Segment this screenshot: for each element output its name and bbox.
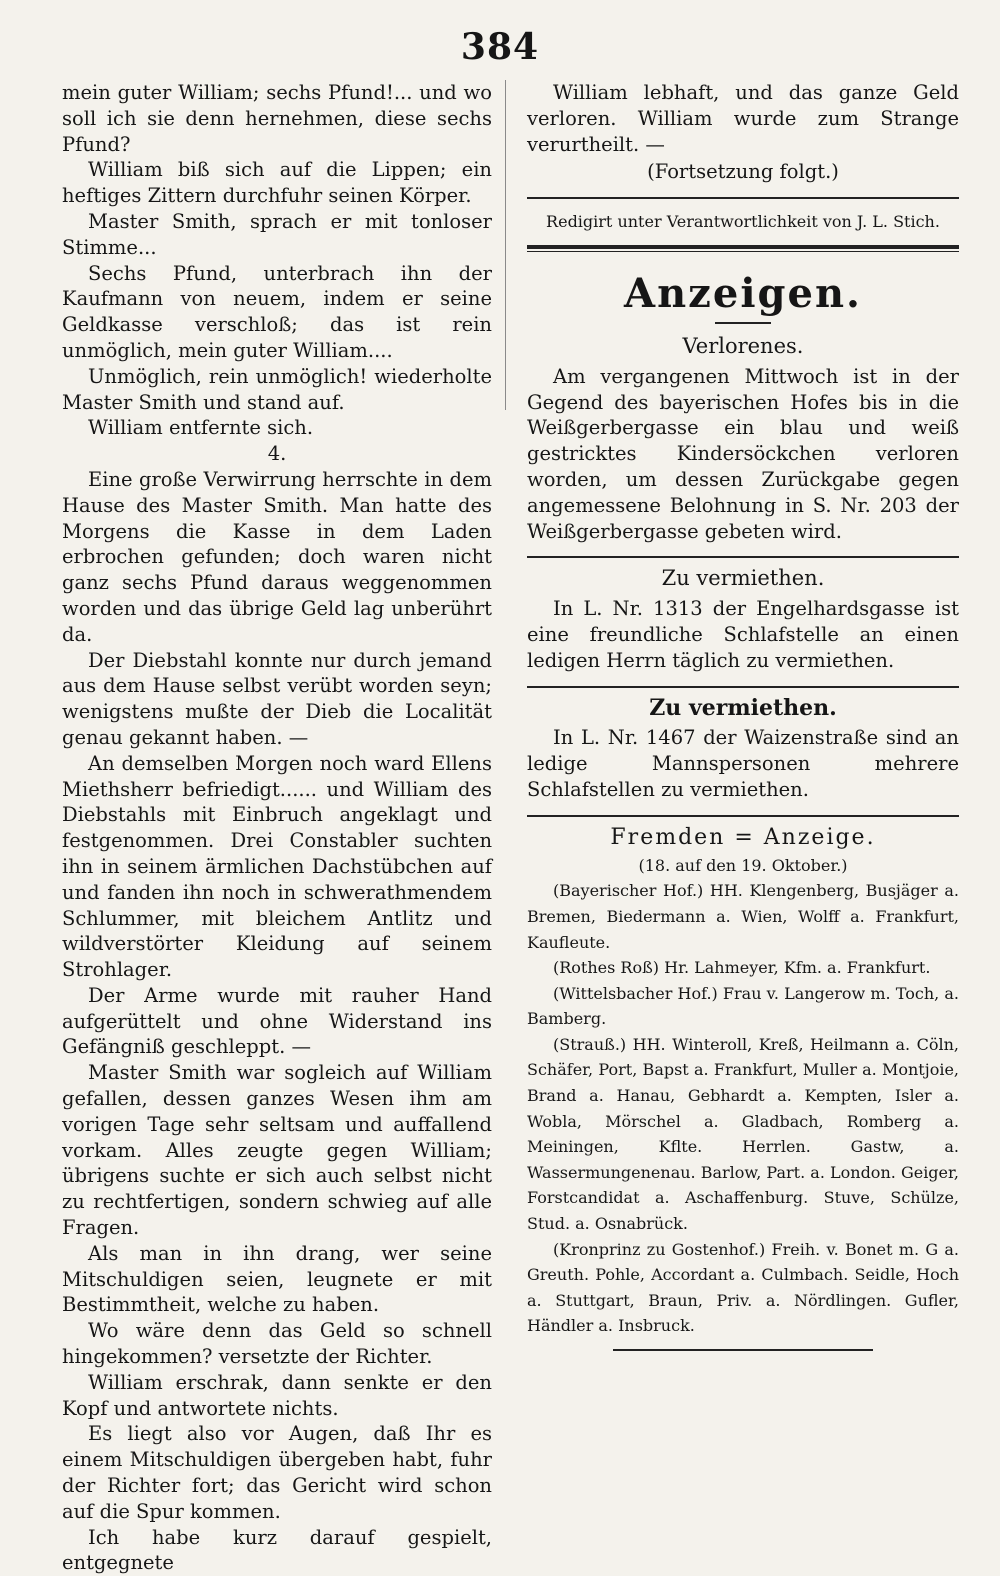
column-divider — [505, 80, 506, 410]
paragraph: Ich habe kurz darauf gespielt, entgegnete — [62, 1525, 492, 1575]
section-number: 4. — [267, 442, 287, 466]
lost-text: Am vergangenen Mittwoch ist in der Gegend des bayerischen Hofes bis in die Weißgerbergasse ein blau und weiß gestricktes Kindersöckchen verloren worden, um dessen Zurückgabe gegen angemessene Belohnung in S. Nr. 203 der Weißgerbergasse gebeten wird. — [527, 364, 959, 543]
paragraph: William biß sich auf die Lippen; ein heftiges Zittern durchfuhr seinen Körper. — [62, 158, 492, 208]
rule — [527, 197, 959, 199]
fremden-date: (18. auf den 19. Oktober.) — [638, 855, 848, 875]
left-column — [62, 80, 492, 1576]
editor-line: Redigirt unter Verantwortlichkeit von J. L. Stich. — [546, 212, 940, 232]
story-end: William lebhaft, und das ganze Geld verloren. William wurde zum Strange verurtheilt. — — [527, 81, 959, 156]
fremden-entry: (Rothes Roß) Hr. Lahmeyer, Kfm. a. Frankfurt. — [553, 958, 931, 978]
paragraph: Eine große Verwirrung herrschte in dem Hause des Master Smith. Man hatte des Morgens die Kasse in dem Laden erbrochen gefunden; doch waren nicht ganz sechs Pfund daraus weggenommen worden und das übrige Geld lag unberührt da. — [62, 467, 492, 646]
rule — [527, 556, 959, 558]
fremden-entry: (Bayerischer Hof.) HH. Klengenberg, Busjäger a. Bremen, Biedermann a. Wien, Wolff a. Frankfurt, Kaufleute. — [527, 881, 959, 952]
paragraph: Der Diebstahl konnte nur durch jemand aus dem Hause selbst verübt worden seyn; wenigstens mußte der Dieb die Localität genau gekannt haben. — — [62, 648, 492, 749]
fremden-heading: Fremden = Anzeige. — [610, 824, 876, 850]
right-column — [527, 80, 959, 1351]
paragraph: Unmöglich, rein unmöglich! wiederholte Master Smith und stand auf. — [62, 364, 492, 414]
fremden-entry: (Wittelsbacher Hof.) Frau v. Langerow m. Toch, a. Bamberg. — [527, 983, 959, 1029]
paragraph: mein guter William; sechs Pfund!... und wo soll ich sie denn hernehmen, diese sechs Pfund? — [62, 81, 492, 156]
fremden-entry: (Strauß.) HH. Winteroll, Kreß, Heilmann a. Cöln, Schäfer, Port, Bapst a. Frankfurt, Muller a. Montjoie, Brand a. Hanau, Gebhardt a. Kempten, Isler a. Wobla, Mörschel a. Gladbach, Romberg a. Meiningen, Kflte. Herrlen. Gastw, a. Wassermungenenau. Barlow, Part. a. London. Geiger, Forstcandidat a. Aschaffenburg. Stuve, Schülze, Stud. a. Osnabrück. — [527, 1034, 959, 1234]
short-rule — [715, 322, 771, 324]
rule — [527, 686, 959, 688]
paragraph: An demselben Morgen noch ward Ellens Miethsherr befriedigt...... und William des Diebstahls mit Einbruch angeklagt und festgenommen. Drei Constabler suchten ihn in seinem ärmlichen Dachstübchen auf und fanden ihn noch in schwerathmendem Schlummer, mit bleichem Antlitz und wildverstörter Kleidung auf seinem Strohlager. — [62, 751, 492, 982]
rent-text-2: In L. Nr. 1467 der Waizenstraße sind an ledige Mannspersonen mehrere Schlafstellen zu vermiethen. — [527, 726, 959, 801]
rent-heading-2: Zu vermiethen. — [649, 694, 837, 721]
rent-heading-1: Zu vermiethen. — [661, 566, 825, 591]
paragraph: Der Arme wurde mit rauher Hand aufgerüttelt und ohne Widerstand ins Gefängniß geschleppt. — — [62, 983, 492, 1059]
paragraph: Master Smith war sogleich auf William gefallen, dessen ganzes Wesen ihm am vorigen Tage sehr seltsam und auffallend vorkam. Alles zeugte gegen William; übrigens suchte er sich auch selbst nicht zu rechtfertigen, sondern schwieg auf alle Fragen. — [62, 1061, 492, 1240]
paragraph: Master Smith, sprach er mit tonloser Stimme... — [62, 209, 492, 259]
continued-note: (Fortsetzung folgt.) — [647, 160, 839, 184]
paragraph: Als man in ihn drang, wer seine Mitschuldigen seien, leugnete er mit Bestimmtheit, welche zu haben. — [62, 1241, 492, 1317]
fremden-entry: (Kronprinz zu Gostenhof.) Freih. v. Bonet m. G a. Greuth. Pohle, Accordant a. Culmbach. Seidle, Hoch a. Stuttgart, Braun, Priv. a. Nördlingen. Gufler, Händler a. Insbruck. — [527, 1239, 959, 1336]
paragraph: Wo wäre denn das Geld so schnell hingekommen? versetzte der Richter. — [62, 1319, 492, 1369]
page-number: 384 — [460, 26, 540, 68]
paragraph: William erschrak, dann senkte er den Kopf und antwortete nichts. — [62, 1370, 492, 1420]
rent-text-1: In L. Nr. 1313 der Engelhardsgasse ist eine freundliche Schlafstelle an einen ledigen Herrn täglich zu vermiethen. — [527, 597, 959, 672]
paragraph: Es liegt also vor Augen, daß Ihr es einem Mitschuldigen übergeben habt, fuhr der Richter fort; das Gericht wird schon auf die Spur kommen. — [62, 1422, 492, 1523]
paragraph: William entfernte sich. — [88, 416, 314, 440]
rule — [527, 815, 959, 817]
double-rule — [527, 245, 959, 252]
end-rule — [613, 1349, 873, 1351]
ads-heading: Anzeigen. — [624, 269, 862, 317]
paragraph: Sechs Pfund, unterbrach ihn der Kaufmann von neuem, indem er seine Geldkasse verschloß; das ist rein unmöglich, mein guter William.... — [62, 261, 492, 362]
lost-heading: Verlorenes. — [682, 333, 804, 358]
